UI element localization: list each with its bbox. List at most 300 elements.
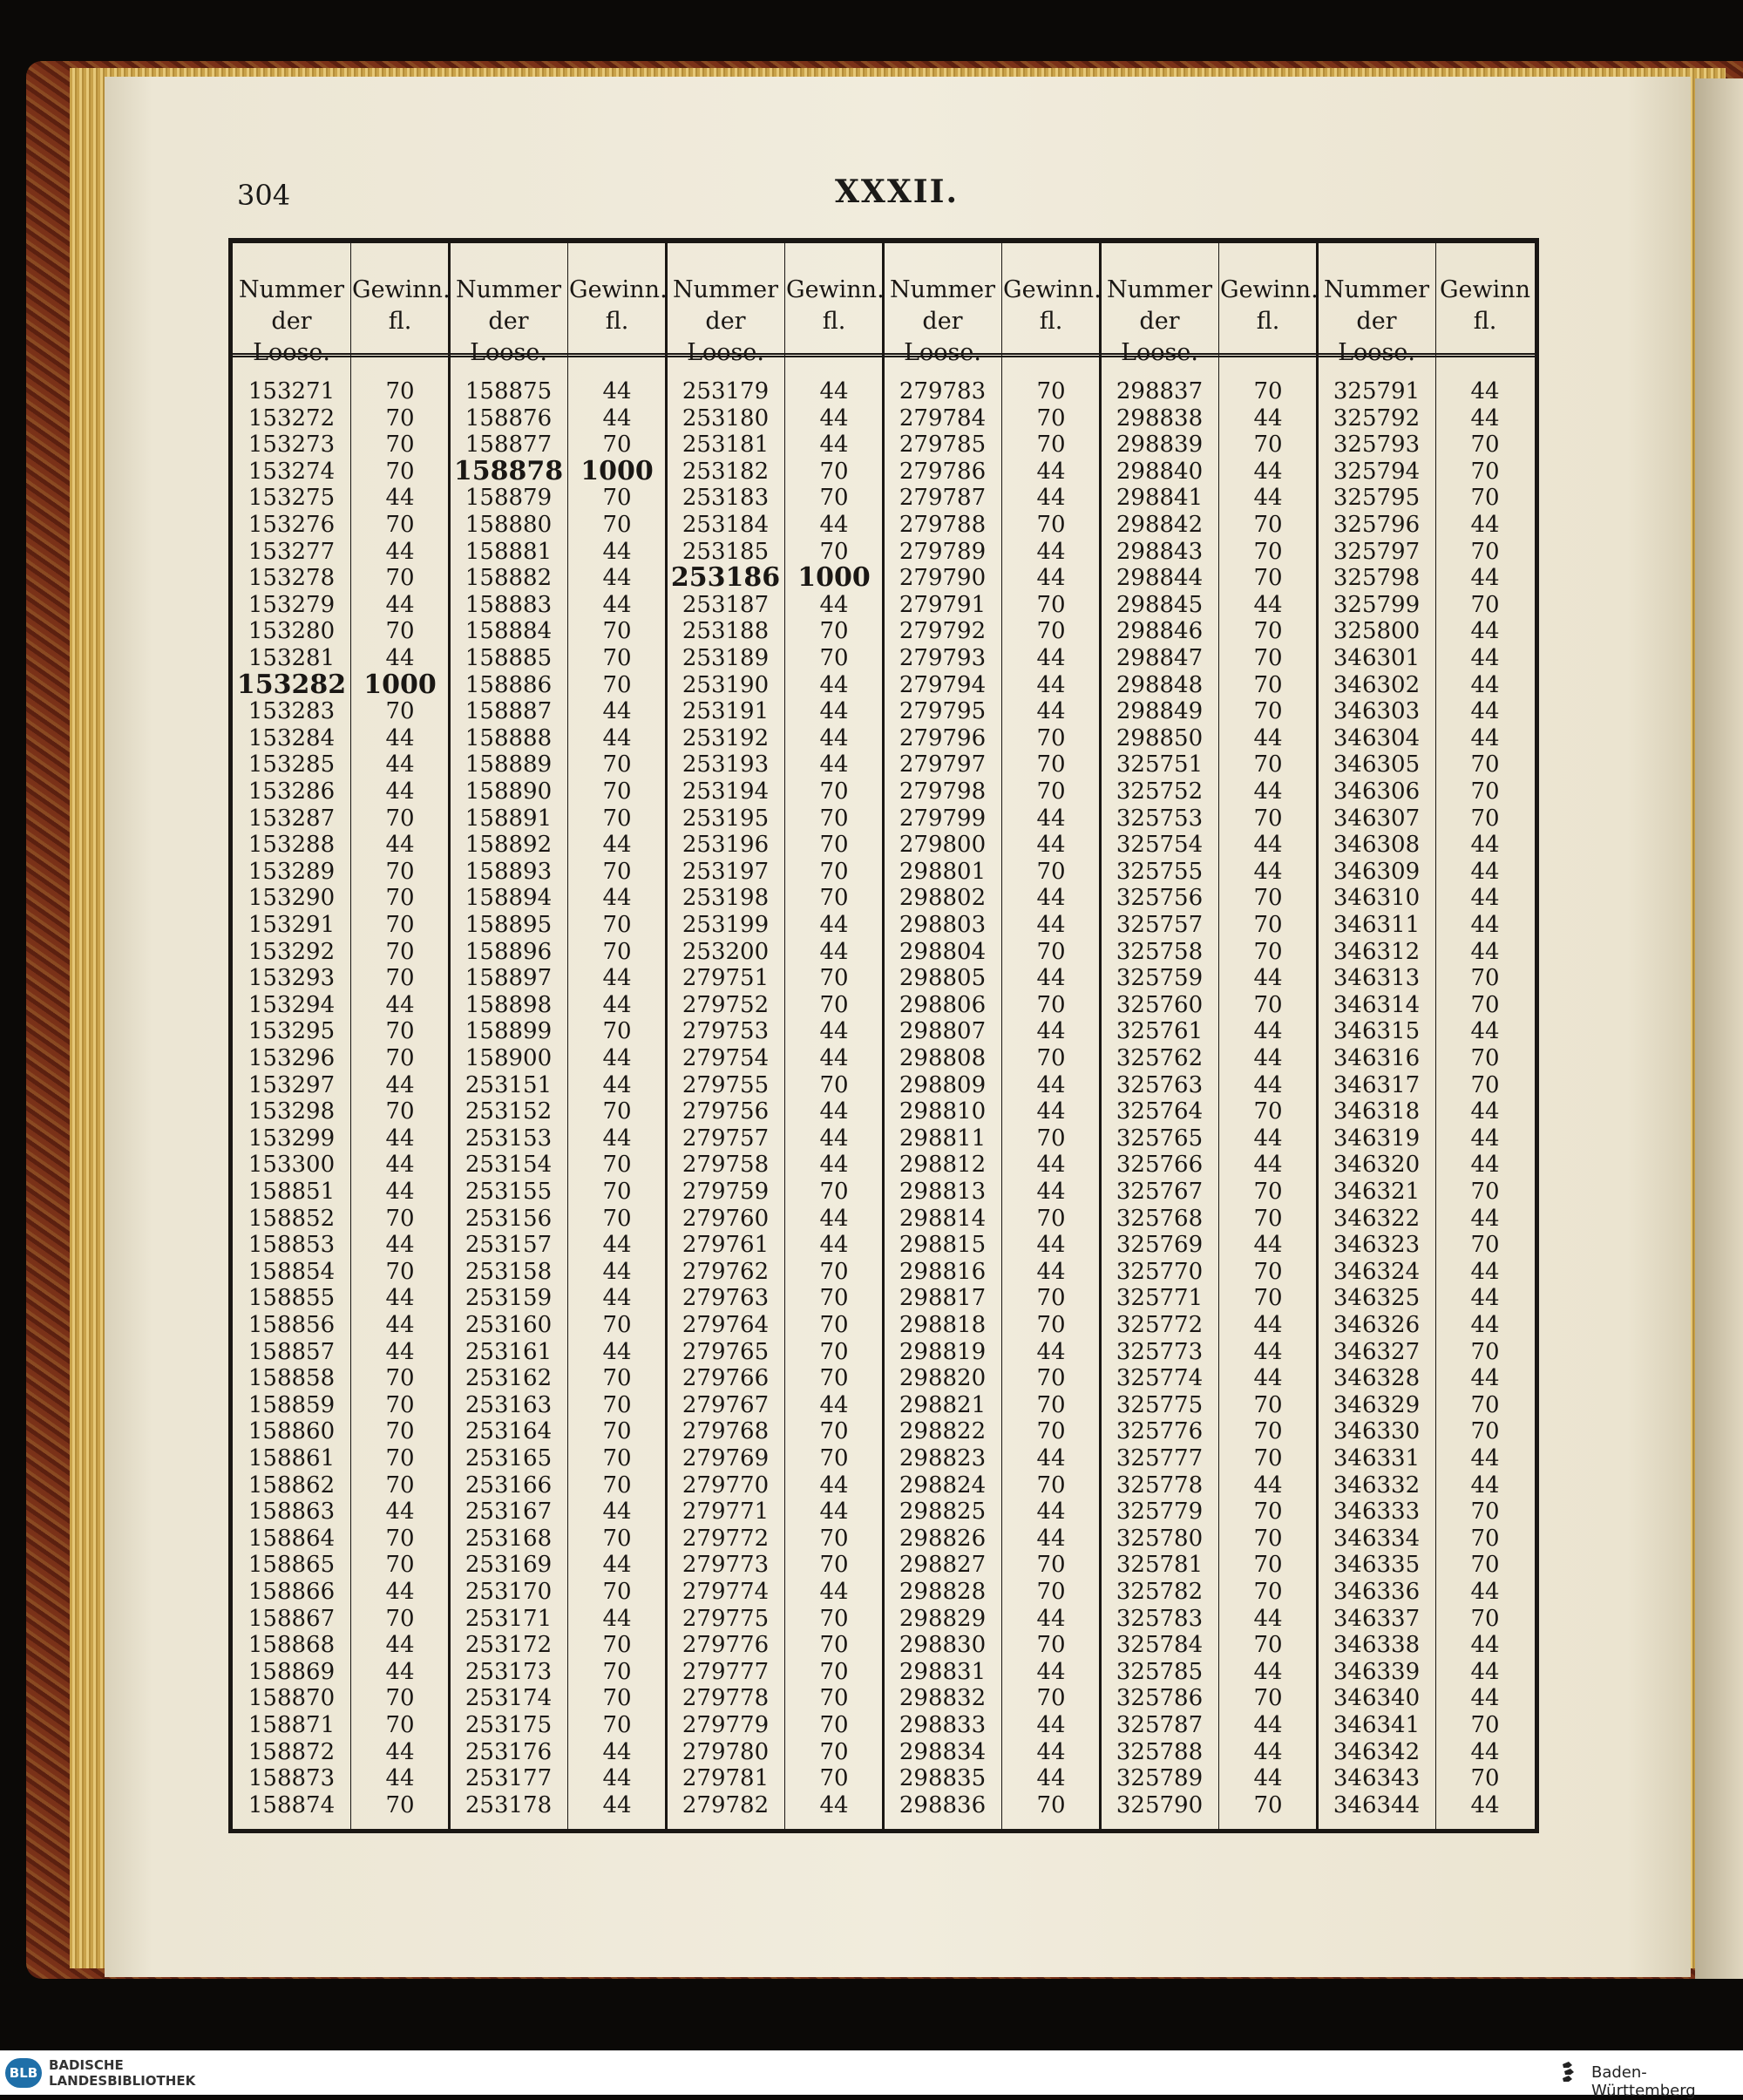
ticket-number: 325797 bbox=[1333, 538, 1421, 565]
ticket-number: 298820 bbox=[899, 1365, 987, 1392]
prize-amount: 70 bbox=[602, 858, 632, 885]
header-number: Nummer der Loose. bbox=[672, 276, 779, 366]
prize-amount: 70 bbox=[1036, 1312, 1066, 1338]
ticket-number: 346305 bbox=[1333, 751, 1421, 778]
prize-amount: 70 bbox=[385, 912, 415, 938]
ticket-number: 279774 bbox=[682, 1579, 770, 1605]
prize-amount: 44 bbox=[1253, 858, 1283, 885]
prize-amount: 70 bbox=[602, 618, 632, 645]
header-number: Nummer der Loose. bbox=[455, 276, 562, 366]
prize-amount: 44 bbox=[1036, 1499, 1066, 1526]
ticket-number: 153290 bbox=[248, 885, 336, 912]
prize-amount: 70 bbox=[1036, 991, 1066, 1018]
prize-amount: 70 bbox=[1036, 1685, 1066, 1712]
prize-amount: 1000 bbox=[797, 562, 871, 594]
prize-amount: 44 bbox=[602, 724, 632, 751]
prize-amount: 44 bbox=[1253, 778, 1283, 805]
prize-amount: 70 bbox=[385, 1045, 415, 1071]
prize-amount: 70 bbox=[819, 1605, 849, 1632]
ticket-number: 158879 bbox=[465, 485, 553, 512]
ticket-number: 279769 bbox=[682, 1445, 770, 1471]
ticket-number: 158881 bbox=[465, 538, 553, 565]
prize-amount: 44 bbox=[1470, 1125, 1500, 1152]
header-prize: Gewinn fl. bbox=[1439, 276, 1531, 335]
ticket-number: 253153 bbox=[465, 1125, 553, 1152]
ticket-number: 346328 bbox=[1333, 1365, 1421, 1392]
ticket-number: 325781 bbox=[1116, 1552, 1204, 1579]
prize-amount: 44 bbox=[819, 1098, 849, 1125]
prize-amount: 44 bbox=[1470, 938, 1500, 965]
prize-amount: 44 bbox=[385, 1579, 415, 1605]
prize-amount: 1000 bbox=[363, 669, 437, 700]
blb-line-1: BADISCHE bbox=[49, 2057, 124, 2073]
ticket-number: 153299 bbox=[248, 1125, 336, 1152]
prize-amount: 70 bbox=[1470, 1525, 1500, 1552]
prize-amount: 70 bbox=[819, 1765, 849, 1792]
ticket-number: 158876 bbox=[465, 404, 553, 432]
prize-amount: 70 bbox=[385, 1418, 415, 1445]
prize-amount: 44 bbox=[1470, 1312, 1500, 1338]
ticket-number: 158892 bbox=[465, 832, 553, 859]
prize-amount: 44 bbox=[602, 1045, 632, 1071]
ticket-number: 298849 bbox=[1116, 698, 1204, 725]
ticket-number: 158888 bbox=[465, 724, 553, 751]
ticket-number: 158866 bbox=[248, 1579, 336, 1605]
ticket-number: 325767 bbox=[1116, 1179, 1204, 1205]
ticket-number: 325772 bbox=[1116, 1312, 1204, 1338]
column-separator bbox=[1316, 243, 1319, 1829]
ticket-number: 346324 bbox=[1333, 1258, 1421, 1285]
prize-amount: 44 bbox=[1253, 1365, 1283, 1392]
prize-amount: 44 bbox=[819, 671, 849, 698]
ticket-number: 346308 bbox=[1333, 832, 1421, 859]
prize-amount: 70 bbox=[1253, 1499, 1283, 1526]
prize-amount: 70 bbox=[602, 485, 632, 512]
prize-amount: 70 bbox=[602, 1445, 632, 1471]
ticket-number: 279767 bbox=[682, 1391, 770, 1418]
prize-amount: 44 bbox=[602, 404, 632, 432]
prize-amount: 44 bbox=[602, 885, 632, 912]
prize-amount: 44 bbox=[1253, 1338, 1283, 1365]
ticket-number: 279771 bbox=[682, 1499, 770, 1526]
ticket-number: 158890 bbox=[465, 778, 553, 805]
prize-amount: 70 bbox=[385, 1791, 415, 1818]
prize-amount: 70 bbox=[1036, 724, 1066, 751]
baden-wuerttemberg-lions-icon bbox=[1560, 2060, 1584, 2086]
ticket-number: 158889 bbox=[465, 751, 553, 778]
prize-amount: 44 bbox=[1036, 698, 1066, 725]
prize-amount: 44 bbox=[1036, 1712, 1066, 1738]
prize-amount: 44 bbox=[602, 1605, 632, 1632]
column-separator bbox=[665, 243, 668, 1829]
ticket-number: 298824 bbox=[899, 1471, 987, 1499]
prize-amount: 44 bbox=[1253, 404, 1283, 432]
ticket-number: 253161 bbox=[465, 1338, 553, 1365]
ticket-number: 346315 bbox=[1333, 1018, 1421, 1045]
prize-amount: 70 bbox=[819, 805, 849, 832]
prize-amount: 44 bbox=[602, 1791, 632, 1818]
prize-amount: 70 bbox=[385, 1098, 415, 1125]
ticket-number: 153277 bbox=[248, 538, 336, 565]
prize-amount: 70 bbox=[819, 1179, 849, 1205]
ticket-number: 158896 bbox=[465, 938, 553, 965]
prize-amount: 44 bbox=[1470, 832, 1500, 859]
prize-amount: 70 bbox=[819, 778, 849, 805]
prize-amount: 44 bbox=[1036, 671, 1066, 698]
prize-amount: 70 bbox=[819, 858, 849, 885]
prize-amount: 70 bbox=[819, 1445, 849, 1471]
prize-amount: 70 bbox=[1253, 1098, 1283, 1125]
viewer-footer bbox=[0, 2050, 1743, 2100]
ticket-number: 298825 bbox=[899, 1499, 987, 1526]
prize-amount: 44 bbox=[1470, 1791, 1500, 1818]
ticket-number: 298826 bbox=[899, 1525, 987, 1552]
ticket-number: 346312 bbox=[1333, 938, 1421, 965]
prize-amount: 70 bbox=[1036, 1391, 1066, 1418]
prize-amount: 44 bbox=[1253, 591, 1283, 618]
ticket-number: 253160 bbox=[465, 1312, 553, 1338]
ticket-number: 279798 bbox=[899, 778, 987, 805]
prize-amount: 44 bbox=[819, 1232, 849, 1259]
prize-amount: 70 bbox=[1470, 432, 1500, 459]
ticket-number: 346310 bbox=[1333, 885, 1421, 912]
prize-amount: 70 bbox=[602, 778, 632, 805]
ticket-number: 153276 bbox=[248, 512, 336, 538]
ticket-number: 325791 bbox=[1333, 378, 1421, 404]
prize-amount: 44 bbox=[602, 698, 632, 725]
prize-amount: 44 bbox=[385, 591, 415, 618]
prize-amount: 44 bbox=[1470, 404, 1500, 432]
prize-amount: 44 bbox=[1253, 1471, 1283, 1499]
ticket-number: 253165 bbox=[465, 1445, 553, 1471]
prize-amount: 70 bbox=[1470, 1338, 1500, 1365]
prize-amount: 70 bbox=[819, 1312, 849, 1338]
ticket-number: 298822 bbox=[899, 1418, 987, 1445]
ticket-number: 253178 bbox=[465, 1791, 553, 1818]
ticket-number: 346326 bbox=[1333, 1312, 1421, 1338]
prize-amount: 70 bbox=[1253, 618, 1283, 645]
prize-amount: 44 bbox=[385, 645, 415, 671]
header-number: Nummer der Loose. bbox=[1323, 276, 1430, 366]
prize-amount: 44 bbox=[1470, 378, 1500, 404]
ticket-number: 253171 bbox=[465, 1605, 553, 1632]
prize-amount: 70 bbox=[1253, 1258, 1283, 1285]
prize-amount: 70 bbox=[1036, 1205, 1066, 1232]
header-prize: Gewinn. fl. bbox=[1003, 276, 1102, 335]
prize-amount: 44 bbox=[385, 1658, 415, 1685]
prize-amount: 44 bbox=[385, 1312, 415, 1338]
ticket-number: 158861 bbox=[248, 1445, 336, 1471]
prize-amount: 44 bbox=[1470, 1365, 1500, 1392]
header-prize: Gewinn. fl. bbox=[786, 276, 885, 335]
prize-amount: 70 bbox=[1470, 751, 1500, 778]
prize-amount: 70 bbox=[819, 458, 849, 485]
prize-amount: 70 bbox=[819, 1658, 849, 1685]
prize-amount: 44 bbox=[385, 1738, 415, 1765]
prize-amount: 70 bbox=[385, 965, 415, 992]
ticket-number: 279795 bbox=[899, 698, 987, 725]
prize-amount: 70 bbox=[1470, 1552, 1500, 1579]
ticket-number: 253190 bbox=[682, 671, 770, 698]
prize-amount: 70 bbox=[602, 1152, 632, 1179]
subcolumn-separator bbox=[1435, 243, 1436, 1829]
prize-amount: 70 bbox=[819, 832, 849, 859]
ticket-number: 325771 bbox=[1116, 1285, 1204, 1312]
ticket-number: 279753 bbox=[682, 1018, 770, 1045]
prize-amount: 1000 bbox=[580, 455, 654, 486]
prize-amount: 70 bbox=[602, 1365, 632, 1392]
ticket-number: 153279 bbox=[248, 591, 336, 618]
ticket-number: 298814 bbox=[899, 1205, 987, 1232]
ticket-number: 346302 bbox=[1333, 671, 1421, 698]
prize-amount: 70 bbox=[602, 512, 632, 538]
prize-amount: 44 bbox=[602, 832, 632, 859]
ticket-number: 253172 bbox=[465, 1632, 553, 1659]
prize-amount: 44 bbox=[385, 1765, 415, 1792]
ticket-number: 279787 bbox=[899, 485, 987, 512]
prize-amount: 70 bbox=[1253, 1552, 1283, 1579]
ticket-number: 298839 bbox=[1116, 432, 1204, 459]
prize-amount: 70 bbox=[602, 1712, 632, 1738]
prize-amount: 44 bbox=[602, 378, 632, 404]
ticket-number: 279755 bbox=[682, 1071, 770, 1098]
prize-amount: 44 bbox=[1253, 1152, 1283, 1179]
ticket-number: 279779 bbox=[682, 1712, 770, 1738]
subcolumn-separator bbox=[1218, 243, 1219, 1829]
ticket-number: 298812 bbox=[899, 1152, 987, 1179]
prize-amount: 70 bbox=[1253, 645, 1283, 671]
ticket-number: 279773 bbox=[682, 1552, 770, 1579]
prize-amount: 70 bbox=[819, 1071, 849, 1098]
prize-amount: 70 bbox=[1253, 1179, 1283, 1205]
prize-amount: 70 bbox=[1253, 1632, 1283, 1659]
prize-amount: 70 bbox=[385, 1712, 415, 1738]
prize-amount: 44 bbox=[1253, 1071, 1283, 1098]
ticket-number: 325751 bbox=[1116, 751, 1204, 778]
prize-amount: 70 bbox=[385, 618, 415, 645]
prize-amount: 44 bbox=[1470, 858, 1500, 885]
prize-amount: 70 bbox=[1253, 751, 1283, 778]
ticket-number: 298827 bbox=[899, 1552, 987, 1579]
ticket-number: 325782 bbox=[1116, 1579, 1204, 1605]
prize-amount: 44 bbox=[819, 1152, 849, 1179]
prize-amount: 44 bbox=[819, 912, 849, 938]
blb-logo-icon[interactable]: BLB bbox=[5, 2058, 42, 2088]
ticket-number: 346320 bbox=[1333, 1152, 1421, 1179]
prize-amount: 44 bbox=[602, 965, 632, 992]
prize-amount: 70 bbox=[1470, 1418, 1500, 1445]
ticket-number: 153296 bbox=[248, 1045, 336, 1071]
prize-amount: 44 bbox=[1036, 1605, 1066, 1632]
ticket-number: 325789 bbox=[1116, 1765, 1204, 1792]
prize-amount: 44 bbox=[1253, 1738, 1283, 1765]
ticket-number: 298808 bbox=[899, 1045, 987, 1071]
prize-amount: 70 bbox=[602, 751, 632, 778]
prize-amount: 44 bbox=[1253, 1312, 1283, 1338]
prize-amount: 44 bbox=[385, 1499, 415, 1526]
ticket-number: 298840 bbox=[1116, 458, 1204, 485]
ticket-number: 253181 bbox=[682, 432, 770, 459]
ticket-number: 298803 bbox=[899, 912, 987, 938]
ticket-number: 325757 bbox=[1116, 912, 1204, 938]
ticket-number: 298817 bbox=[899, 1285, 987, 1312]
prize-amount: 44 bbox=[1470, 1471, 1500, 1499]
ticket-number: 279760 bbox=[682, 1205, 770, 1232]
prize-amount: 70 bbox=[385, 1525, 415, 1552]
prize-amount: 44 bbox=[385, 991, 415, 1018]
ticket-number: 346334 bbox=[1333, 1525, 1421, 1552]
ticket-number: 153287 bbox=[248, 805, 336, 832]
ticket-number: 158897 bbox=[465, 965, 553, 992]
ticket-number: 153271 bbox=[248, 378, 336, 404]
prize-amount: 70 bbox=[1036, 1632, 1066, 1659]
prize-amount: 70 bbox=[1036, 751, 1066, 778]
ticket-number: 253187 bbox=[682, 591, 770, 618]
baden-wuerttemberg-label[interactable]: Baden-Württemberg bbox=[1591, 2063, 1696, 2100]
prize-amount: 70 bbox=[1470, 778, 1500, 805]
ticket-number: 325754 bbox=[1116, 832, 1204, 859]
prize-amount: 44 bbox=[602, 1071, 632, 1098]
prize-amount: 70 bbox=[385, 858, 415, 885]
prize-amount: 44 bbox=[819, 432, 849, 459]
ticket-number: 298802 bbox=[899, 885, 987, 912]
prize-amount: 44 bbox=[602, 538, 632, 565]
prize-amount: 70 bbox=[602, 1098, 632, 1125]
prize-amount: 44 bbox=[1036, 1018, 1066, 1045]
ticket-number: 279796 bbox=[899, 724, 987, 751]
prize-amount: 44 bbox=[1470, 1685, 1500, 1712]
prize-amount: 70 bbox=[819, 618, 849, 645]
prize-amount: 44 bbox=[1036, 645, 1066, 671]
prize-amount: 70 bbox=[602, 1525, 632, 1552]
prize-amount: 70 bbox=[385, 1391, 415, 1418]
prize-amount: 44 bbox=[1253, 1712, 1283, 1738]
ticket-number: 325785 bbox=[1116, 1658, 1204, 1685]
subcolumn-separator bbox=[1001, 243, 1002, 1829]
prize-amount: 70 bbox=[1253, 991, 1283, 1018]
prize-amount: 70 bbox=[1253, 512, 1283, 538]
prize-amount: 70 bbox=[1036, 1791, 1066, 1818]
prize-amount: 44 bbox=[602, 1552, 632, 1579]
ticket-number: 298843 bbox=[1116, 538, 1204, 565]
prize-amount: 70 bbox=[1253, 885, 1283, 912]
ticket-number: 279791 bbox=[899, 591, 987, 618]
ticket-number: 153297 bbox=[248, 1071, 336, 1098]
prize-amount: 44 bbox=[1470, 912, 1500, 938]
ticket-number: 325777 bbox=[1116, 1445, 1204, 1471]
ticket-number: 158851 bbox=[248, 1179, 336, 1205]
prize-amount: 70 bbox=[385, 512, 415, 538]
header-prize: Gewinn. fl. bbox=[1220, 276, 1319, 335]
ticket-number: 325779 bbox=[1116, 1499, 1204, 1526]
page-number: 304 bbox=[237, 179, 291, 212]
prize-amount: 70 bbox=[819, 1552, 849, 1579]
prize-amount: 70 bbox=[385, 378, 415, 404]
ticket-number: 253193 bbox=[682, 751, 770, 778]
prize-amount: 70 bbox=[385, 1365, 415, 1392]
ticket-number: 253154 bbox=[465, 1152, 553, 1179]
prize-amount: 70 bbox=[385, 1552, 415, 1579]
ticket-number: 253156 bbox=[465, 1205, 553, 1232]
ticket-number: 158894 bbox=[465, 885, 553, 912]
ticket-number: 279793 bbox=[899, 645, 987, 671]
ticket-number: 298809 bbox=[899, 1071, 987, 1098]
ticket-number: 279792 bbox=[899, 618, 987, 645]
prize-amount: 44 bbox=[1036, 1232, 1066, 1259]
prize-amount: 70 bbox=[819, 485, 849, 512]
prize-amount: 70 bbox=[819, 1632, 849, 1659]
ticket-number: 325774 bbox=[1116, 1365, 1204, 1392]
ticket-number: 253180 bbox=[682, 404, 770, 432]
prize-amount: 70 bbox=[1470, 1391, 1500, 1418]
ticket-number: 253164 bbox=[465, 1418, 553, 1445]
ticket-number: 325752 bbox=[1116, 778, 1204, 805]
prize-amount: 70 bbox=[819, 1525, 849, 1552]
ticket-number: 279780 bbox=[682, 1738, 770, 1765]
ticket-number: 325770 bbox=[1116, 1258, 1204, 1285]
prize-amount: 44 bbox=[1470, 1445, 1500, 1471]
prize-amount: 70 bbox=[1036, 512, 1066, 538]
prize-amount: 70 bbox=[1253, 805, 1283, 832]
ticket-number: 253179 bbox=[682, 378, 770, 404]
header-prize: Gewinn. fl. bbox=[352, 276, 451, 335]
prize-amount: 70 bbox=[819, 965, 849, 992]
prize-amount: 44 bbox=[1036, 1258, 1066, 1285]
ticket-number: 158878 bbox=[453, 455, 564, 486]
prize-amount: 70 bbox=[1470, 1071, 1500, 1098]
prize-amount: 44 bbox=[1470, 565, 1500, 592]
ticket-number: 253169 bbox=[465, 1552, 553, 1579]
prize-amount: 44 bbox=[385, 1071, 415, 1098]
ticket-number: 346311 bbox=[1333, 912, 1421, 938]
prize-amount: 44 bbox=[1470, 671, 1500, 698]
ticket-number: 325794 bbox=[1333, 458, 1421, 485]
ticket-number: 298831 bbox=[899, 1658, 987, 1685]
header-number: Nummer der Loose. bbox=[889, 276, 996, 366]
ticket-number: 298819 bbox=[899, 1338, 987, 1365]
ticket-number: 253186 bbox=[670, 562, 781, 594]
ticket-number: 158900 bbox=[465, 1045, 553, 1071]
prize-amount: 44 bbox=[1036, 885, 1066, 912]
ticket-number: 158882 bbox=[465, 565, 553, 592]
ticket-number: 298848 bbox=[1116, 671, 1204, 698]
ticket-number: 346327 bbox=[1333, 1338, 1421, 1365]
blb-logo-text[interactable] bbox=[49, 2057, 195, 2089]
ticket-number: 346325 bbox=[1333, 1285, 1421, 1312]
ticket-number: 253175 bbox=[465, 1712, 553, 1738]
column-separator bbox=[448, 243, 451, 1829]
ticket-number: 279790 bbox=[899, 565, 987, 592]
prize-amount: 44 bbox=[1470, 1152, 1500, 1179]
ticket-number: 325766 bbox=[1116, 1152, 1204, 1179]
prize-amount: 44 bbox=[1036, 1338, 1066, 1365]
prize-amount: 70 bbox=[602, 1418, 632, 1445]
ticket-number: 298842 bbox=[1116, 512, 1204, 538]
prize-amount: 44 bbox=[1036, 1152, 1066, 1179]
ticket-number: 325796 bbox=[1333, 512, 1421, 538]
prize-amount: 44 bbox=[1036, 805, 1066, 832]
ticket-number: 158864 bbox=[248, 1525, 336, 1552]
prize-amount: 70 bbox=[819, 1285, 849, 1312]
prize-amount: 70 bbox=[819, 1258, 849, 1285]
ticket-number: 298833 bbox=[899, 1712, 987, 1738]
prize-amount: 44 bbox=[819, 1125, 849, 1152]
prize-amount: 44 bbox=[819, 1391, 849, 1418]
ticket-number: 153295 bbox=[248, 1018, 336, 1045]
prize-amount: 70 bbox=[1470, 1232, 1500, 1259]
ticket-number: 158870 bbox=[248, 1685, 336, 1712]
prize-amount: 70 bbox=[819, 991, 849, 1018]
